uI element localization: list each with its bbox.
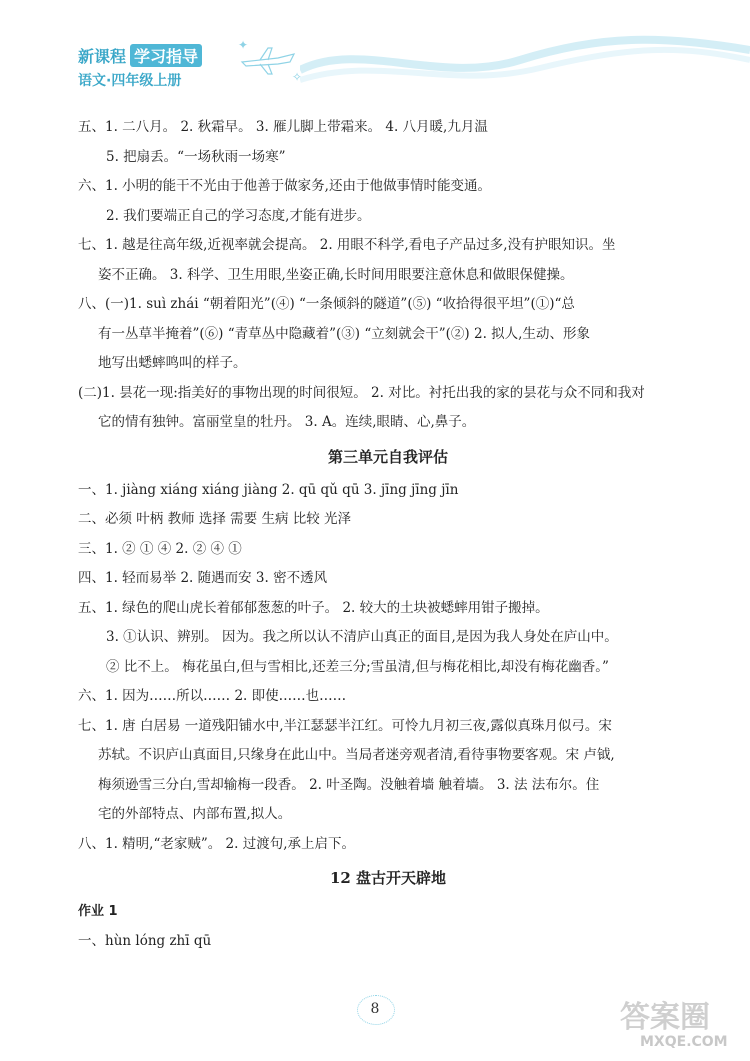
- answer-line: 四、1. 轻而易举 2. 随遇而安 3. 密不透风: [78, 570, 328, 586]
- star-icon: ✧: [292, 70, 303, 84]
- answer-line: 有一丛草半掩着”(⑥) “青草丛中隐藏着”(③) “立刻就会干”(②) 2. 拟人,生动、形象: [98, 325, 590, 342]
- watermark-url: MXQE.COM: [640, 1034, 728, 1050]
- page-number: [345, 995, 405, 1023]
- watermark-logo: 答案圈: [620, 1000, 710, 1035]
- page-number-text: 8: [370, 1001, 380, 1017]
- answer-line: 五、1. 绿色的爬山虎长着郁郁葱葱的叶子。 2. 较大的土块被蟋蟀用钳子搬掉。: [78, 599, 549, 616]
- answer-line: 八、(一)1. suì zhái “朝着阳光”(④) “一条倾斜的隧道”(⑤) “收拾得很平坦”(①)“总: [78, 296, 575, 312]
- answer-line: 2. 我们要端正自己的学习态度,才能有进步。: [106, 207, 371, 224]
- lesson-title: 12 盘古开天辟地: [329, 869, 447, 887]
- answer-line: (二)1. 昙花一现:指美好的事物出现的时间很短。 2. 对比。衬托出我的家的昙花与众不同和我对: [78, 384, 645, 401]
- series-prefix: 新课程: [78, 47, 127, 66]
- book-subtitle: 语文·四年级上册: [78, 73, 182, 89]
- answer-line: 六、1. 因为……所以…… 2. 即使……也……: [78, 688, 347, 704]
- airplane-icon: [238, 46, 298, 76]
- homework-heading: 作业 1: [78, 904, 118, 919]
- answer-line: 它的情有独钟。富丽堂皇的牡丹。 3. A。连续,眼睛、心,鼻子。: [98, 414, 476, 430]
- answer-line: 一、hùn lóng zhī qū: [78, 933, 212, 949]
- answer-line: 一、1. jiàng xiáng xiáng jiàng 2. qū qǔ qū 3. jīng jīng jīn: [78, 481, 459, 498]
- answer-line: 3. ①认识、辨别。 因为。我之所以认不清庐山真正的面目,是因为我人身处在庐山中。: [106, 629, 618, 645]
- answer-line: 八、1. 精明,“老家贼”。 2. 过渡句,承上启下。: [78, 835, 356, 852]
- answer-content: [78, 113, 698, 957]
- answer-line: ② 比不上。 梅花虽白,但与雪相比,还差三分;雪虽清,但与梅花相比,却没有梅花幽香。”: [106, 658, 609, 675]
- answer-line: 地写出蟋蟀鸣叫的样子。: [98, 355, 247, 371]
- answer-line: 二、必须 叶柄 教师 选择 需要 生病 比较 光泽: [78, 511, 352, 527]
- answer-line: 姿不正确。 3. 科学、卫生用眼,坐姿正确,长时间用眼要注意休息和做眼保健操。: [98, 266, 574, 283]
- answer-line: 五、1. 二八月。 2. 秋霜早。 3. 雁儿脚上带霜来。 4. 八月暖,九月温: [78, 119, 488, 135]
- answer-line: 六、1. 小明的能干不光由于他善于做家务,还由于他做事情时能变通。: [78, 178, 491, 194]
- decorative-wave: [300, 30, 750, 90]
- answer-line: 七、1. 越是往高年级,近视率就会提高。 2. 用眼不科学,看电子产品过多,没有护眼知识。坐: [78, 237, 616, 253]
- star-icon: ✦: [238, 38, 249, 52]
- section-title: 第三单元自我评估: [327, 447, 448, 466]
- answer-line: 宅的外部特点、内部布置,拟人。: [98, 806, 292, 822]
- answer-line: 5. 把扇丢。“一场秋雨一场寒”: [106, 148, 286, 165]
- series-title: [78, 44, 202, 67]
- answer-line: 苏轼。不识庐山真面目,只缘身在此山中。当局者迷旁观者清,看待事物要客观。宋 卢钺,: [98, 747, 615, 763]
- page-number-frame: [357, 995, 395, 1025]
- series-highlight-badge: 学习指导: [130, 44, 202, 67]
- answer-line: 梅须逊雪三分白,雪却输梅一段香。 2. 叶圣陶。没触着墙 触着墙。 3. 法 法布尔。住: [98, 776, 600, 793]
- answer-line: 三、1. ② ① ④ 2. ② ④ ①: [78, 540, 242, 557]
- page-header: [0, 0, 750, 90]
- answer-line: 七、1. 唐 白居易 一道残阳铺水中,半江瑟瑟半江红。可怜九月初三夜,露似真珠月似弓。宋: [78, 717, 612, 734]
